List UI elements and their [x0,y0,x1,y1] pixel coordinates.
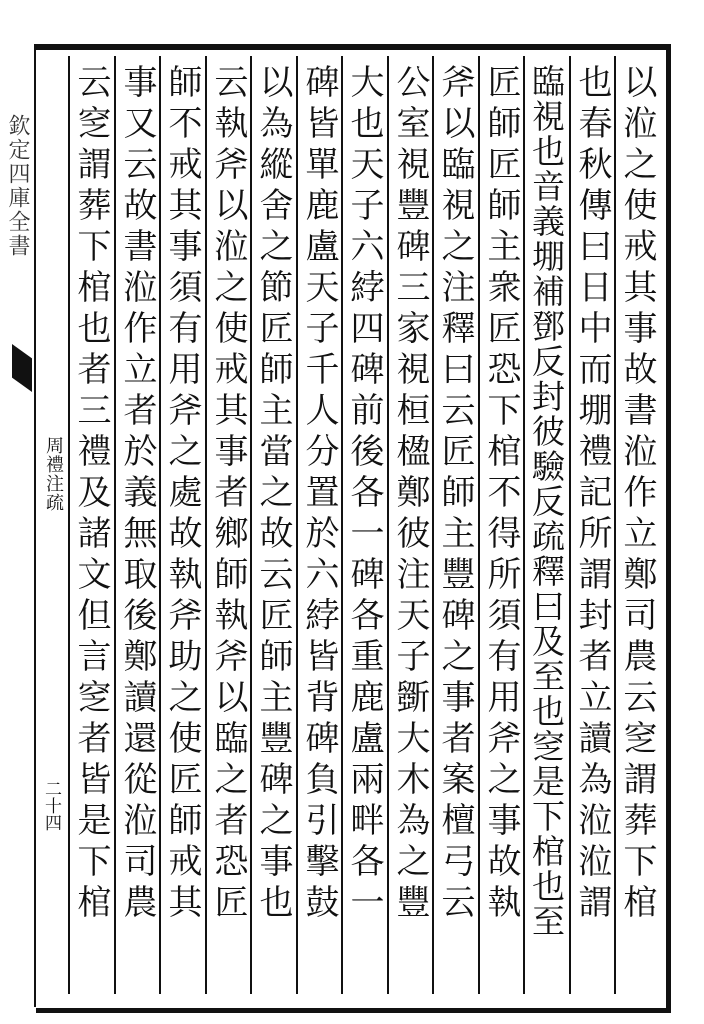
page-number: 二十四 [41,780,61,831]
text-column-9: 以為縱舍之節匠師主當之故云匠師主豐碑之事也 [253,64,293,925]
text-column-6: 公室視豐碑三家視桓楹鄭彼注天子斵大木為之豐 [390,64,430,925]
page-margin-strip [0,44,36,1007]
text-column-5: 斧以臨視之注釋曰云匠師主豐碑之事者案檀弓云 [435,64,475,925]
fishtail-mark [12,344,32,392]
text-column-3: 臨視也音義堋補鄧反封彼驗反疏釋曰及至也窆是下棺也至 [527,64,566,939]
text-column-10: 云執斧以涖之使戒其事者鄉師執斧以臨之者恐匠 [208,64,248,925]
text-column-8: 碑皆單鹿盧天子千人分置於六綍皆背碑負引擊鼓 [299,64,339,925]
text-column-11: 師不戒其事須有用斧之處故執斧助之使匠師戒其 [162,64,202,925]
text-column-7: 大也天子六綍四碑前後各一碑各重鹿盧兩畔各一 [344,64,384,925]
text-column-1: 以涖之使戒其事故書涖作立鄭司農云窆謂葬下棺 [617,64,657,925]
text-column-12: 事又云故書涖作立者於義無取後鄭讀還從涖司農 [117,64,157,925]
text-column-4: 匠師匠師主衆匠恐下棺不得所須有用斧之事故執 [481,64,521,925]
text-column-2: 也春秋傳曰日中而堋禮記所謂封者立讀為涖涖謂 [572,64,612,925]
collection-title: 欽定四庫全書 [5,114,30,258]
text-column-13: 云窆謂葬下棺也者三禮及諸文但言窆者皆是下棺 [71,64,111,925]
book-title: 周禮注疏 [43,436,64,512]
